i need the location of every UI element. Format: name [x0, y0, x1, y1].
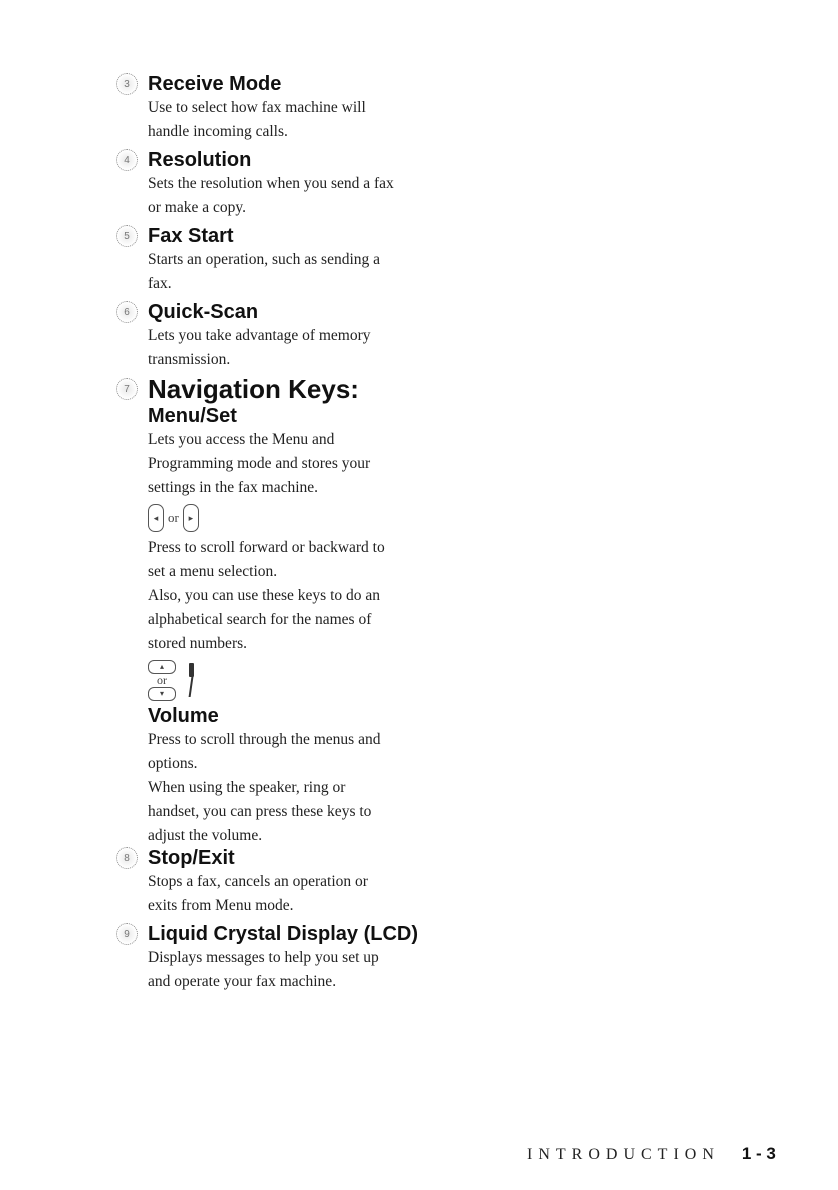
section-text: Stops a fax, cancels an operation or exits from Menu mode.	[148, 873, 368, 914]
section-text: Displays messages to help you set up and operate your fax machine.	[148, 949, 379, 990]
left-arrow-key-icon: ◂	[148, 504, 164, 532]
volume-icon	[188, 663, 194, 697]
section-title: Quick-Scan	[148, 301, 259, 323]
menu-set-title: Menu/Set	[148, 405, 237, 427]
number-3-icon: 3	[116, 73, 138, 95]
right-arrow-key-icon: ▸	[183, 504, 199, 532]
section-resolution	[116, 148, 446, 220]
volume-text: Press to scroll through the menus and options. When using the speaker, ring or handset, you can press these keys to adjust the volume.	[148, 731, 381, 844]
section-navigation-keys	[116, 374, 446, 848]
section-title: Liquid Crystal Display (LCD)	[148, 923, 419, 945]
section-title: Stop/Exit	[148, 847, 235, 869]
section-quick-scan	[116, 300, 446, 372]
up-arrow-key-icon: ▴	[148, 660, 176, 674]
volume-title: Volume	[148, 705, 219, 727]
number-8-icon: 8	[116, 847, 138, 869]
menu-set-text: Lets you access the Menu and Programming mode and stores your settings in the fax machine.	[148, 431, 371, 496]
section-title: Navigation Keys:	[148, 374, 359, 404]
section-title: Resolution	[148, 149, 252, 171]
number-5-icon: 5	[116, 225, 138, 247]
section-stop-exit	[116, 846, 446, 918]
section-lcd	[116, 922, 476, 994]
page-number: 1 - 3	[741, 1144, 776, 1163]
left-right-keys	[148, 500, 446, 536]
key-or-label: or	[168, 510, 179, 525]
number-6-icon: 6	[116, 301, 138, 323]
section-text: Sets the resolution when you send a fax or make a copy.	[148, 175, 394, 216]
number-7-icon: 7	[116, 378, 138, 400]
number-4-icon: 4	[116, 149, 138, 171]
chapter-label: INTRODUCTION	[527, 1146, 720, 1163]
number-9-icon: 9	[116, 923, 138, 945]
down-arrow-key-icon: ▾	[148, 687, 176, 701]
section-title: Receive Mode	[148, 73, 282, 95]
section-text: Lets you take advantage of memory transmission.	[148, 327, 371, 368]
page-footer	[527, 1144, 776, 1164]
scroll-text: Press to scroll forward or backward to set a menu selection. Also, you can use these keys to do an alphabetical search for the names of stored numbers.	[148, 539, 385, 652]
section-text: Starts an operation, such as sending a fax.	[148, 251, 381, 292]
up-down-keys	[148, 656, 446, 704]
key-or-label: or	[157, 672, 167, 687]
section-receive-mode	[116, 72, 446, 144]
section-text: Use to select how fax machine will handle incoming calls.	[148, 99, 366, 140]
section-fax-start	[116, 224, 446, 296]
section-title: Fax Start	[148, 225, 234, 247]
